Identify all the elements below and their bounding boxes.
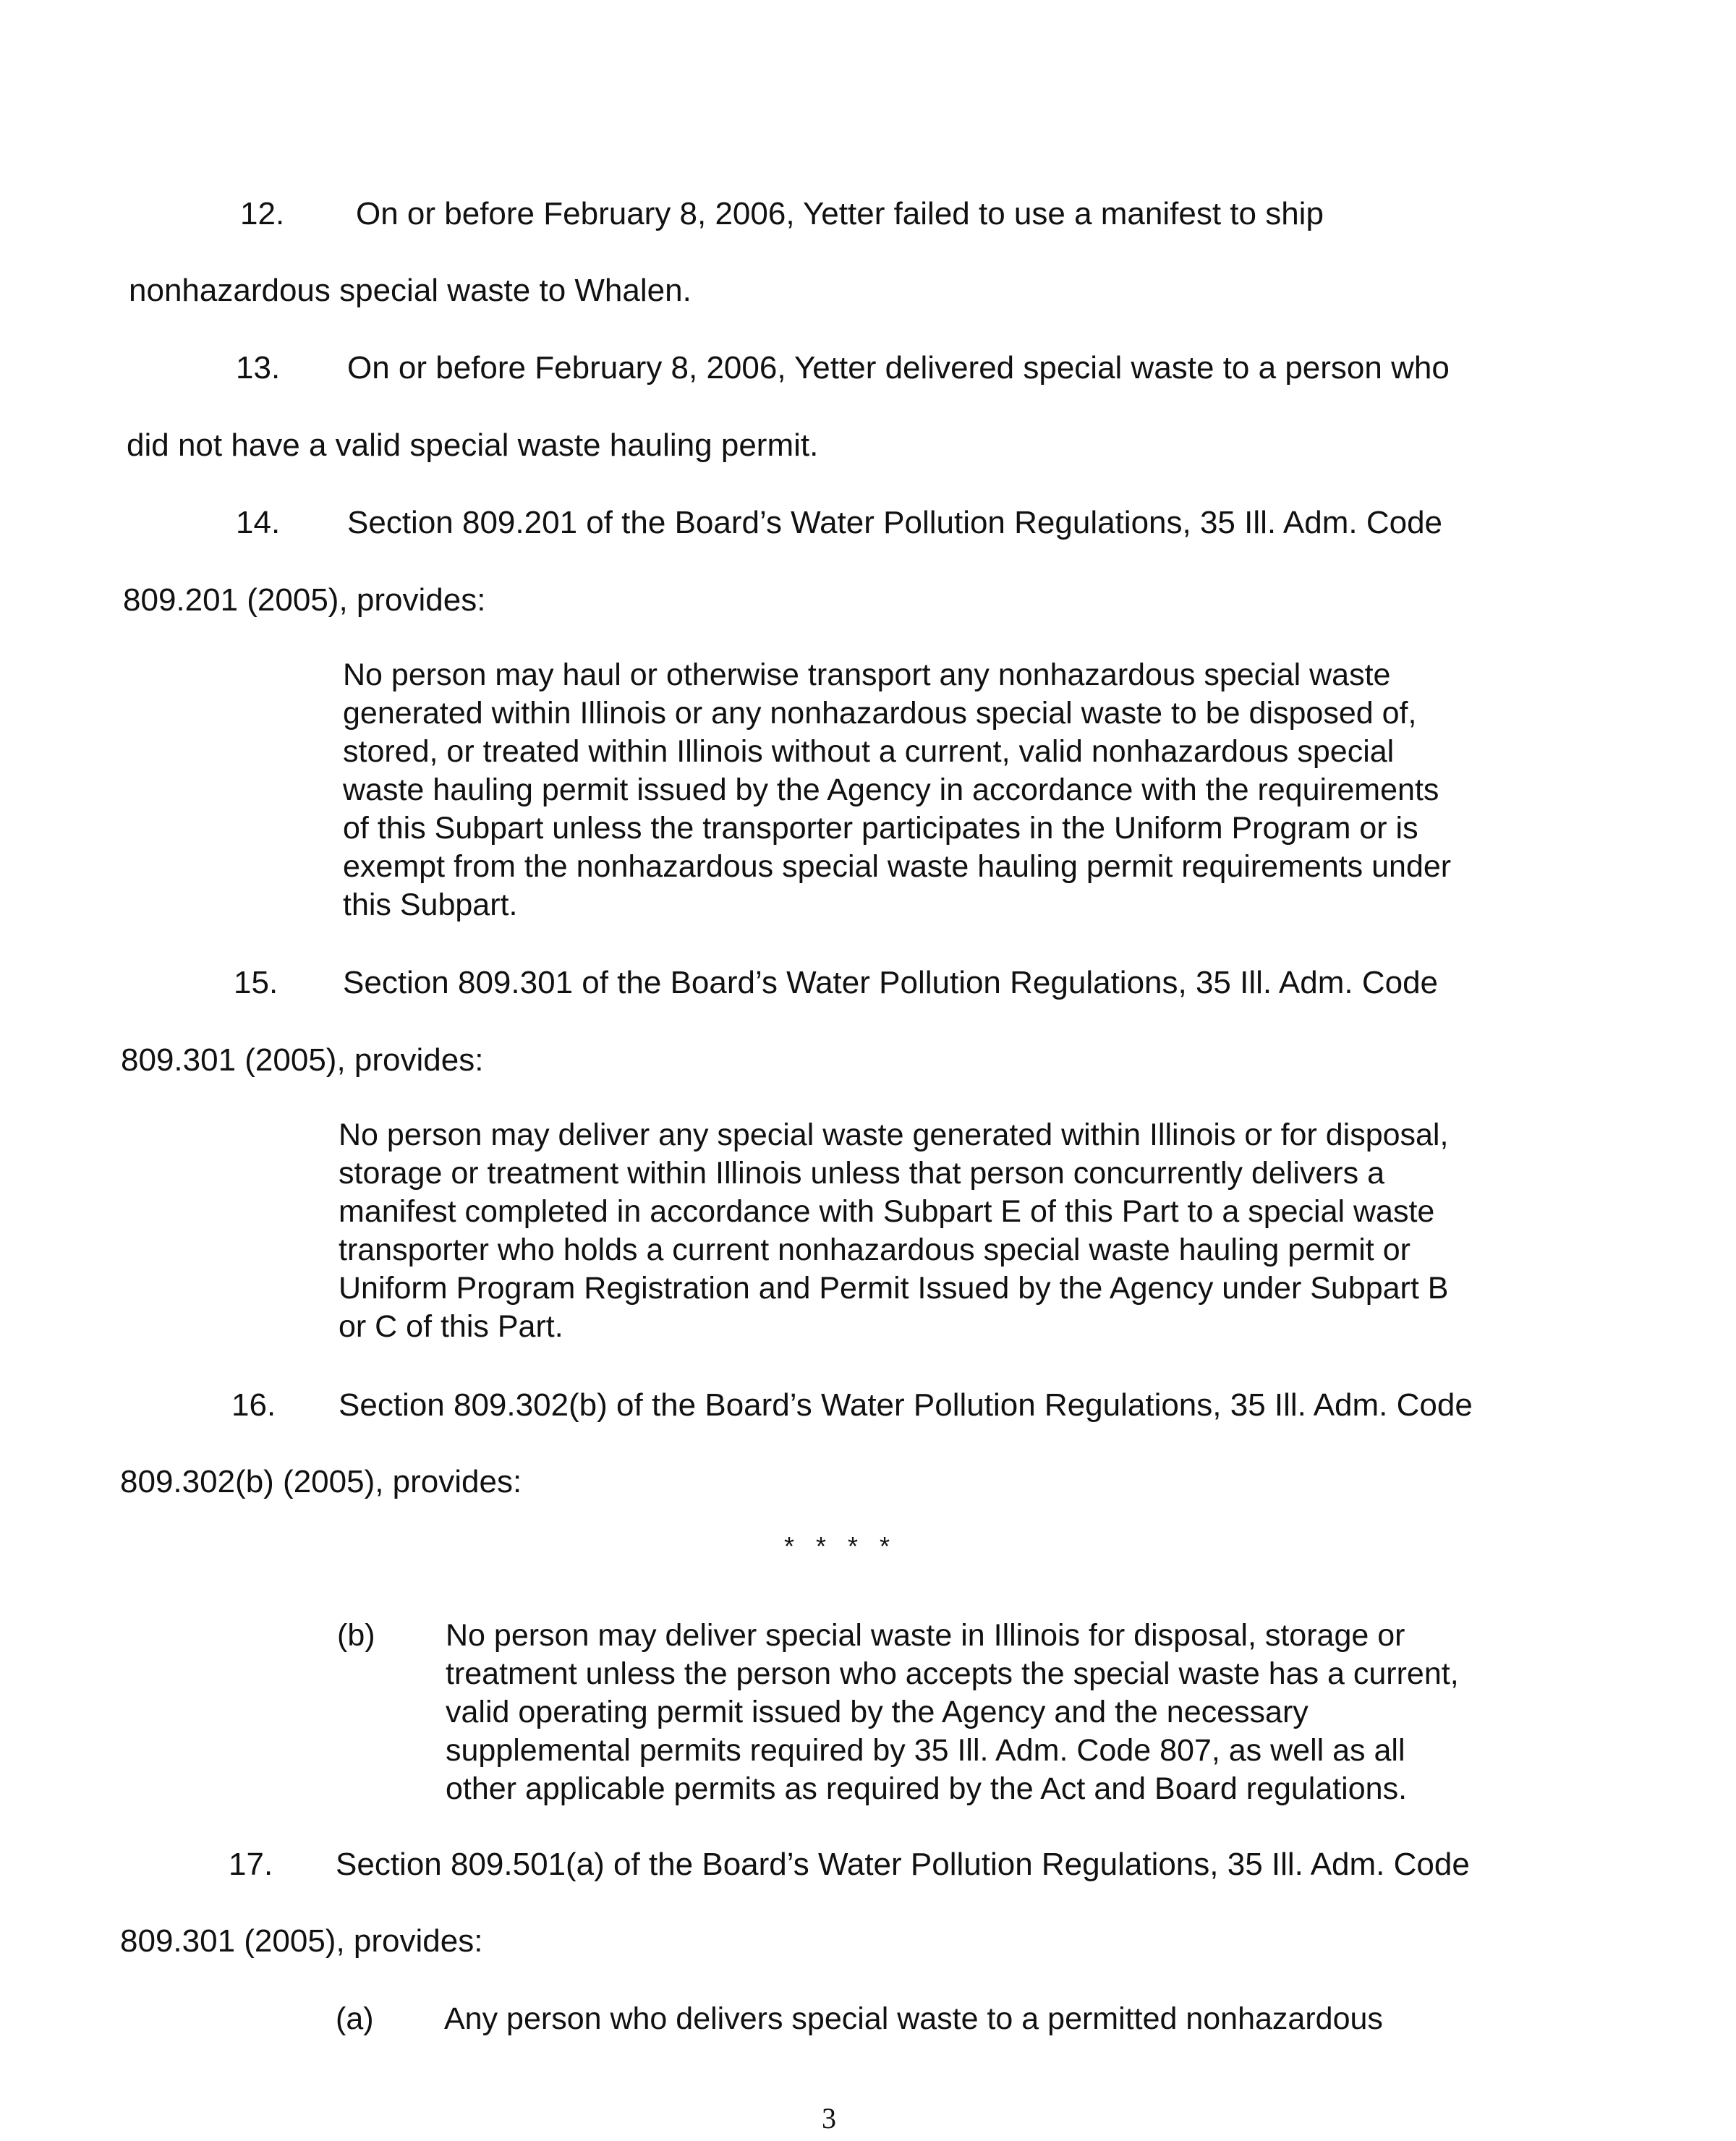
paragraph-number: 12. xyxy=(240,196,285,231)
quote-line: Any person who delivers special waste to a permitted nonhazardous xyxy=(444,2001,1383,2036)
quote-line: supplemental permits required by 35 Ill. Adm. Code 807, as well as all xyxy=(446,1733,1405,1768)
quote-line: generated within Illinois or any nonhazardous special waste to be disposed of, xyxy=(343,696,1417,731)
block-quote xyxy=(339,1116,1448,1346)
quote-line: of this Subpart unless the transporter participates in the Uniform Program or is xyxy=(343,811,1418,846)
paragraph-text: 809.301 (2005), provides: xyxy=(121,1042,484,1078)
quote-line: manifest completed in accordance with Subpart E of this Part to a special waste xyxy=(339,1194,1435,1229)
paragraph-text: Section 809.501(a) of the Board’s Water Pollution Regulations, 35 Ill. Adm. Code xyxy=(336,1847,1470,1882)
paragraph-number: 14. xyxy=(236,505,281,540)
quote-line: No person may haul or otherwise transport any nonhazardous special waste xyxy=(343,657,1391,692)
quote-label: (b) xyxy=(337,1618,375,1653)
quote-line: or C of this Part. xyxy=(339,1309,563,1344)
block-quote xyxy=(444,2000,1383,2038)
quote-line: this Subpart. xyxy=(343,888,518,922)
omission-marker: * * * * xyxy=(784,1531,898,1561)
paragraph-text: 809.201 (2005), provides: xyxy=(123,582,486,618)
paragraph-number: 16. xyxy=(231,1387,276,1423)
paragraph-number: 15. xyxy=(234,965,278,1000)
paragraph-text: On or before February 8, 2006, Yetter failed to use a manifest to ship xyxy=(356,196,1324,231)
paragraph-text: nonhazardous special waste to Whalen. xyxy=(129,273,692,308)
quote-line: treatment unless the person who accepts the special waste has a current, xyxy=(446,1656,1459,1691)
block-quote xyxy=(446,1617,1459,1808)
paragraph-text: Section 809.302(b) of the Board’s Water Pollution Regulations, 35 Ill. Adm. Code xyxy=(339,1387,1473,1423)
quote-line: storage or treatment within Illinois unless that person concurrently delivers a xyxy=(339,1156,1384,1191)
quote-line: transporter who holds a current nonhazardous special waste hauling permit or xyxy=(339,1233,1410,1267)
paragraph-text: Section 809.201 of the Board’s Water Pollution Regulations, 35 Ill. Adm. Code xyxy=(347,505,1443,540)
quote-line: Uniform Program Registration and Permit Issued by the Agency under Subpart B xyxy=(339,1271,1449,1306)
paragraph-text: On or before February 8, 2006, Yetter delivered special waste to a person who xyxy=(347,350,1450,386)
quote-line: No person may deliver any special waste generated within Illinois or for disposal, xyxy=(339,1118,1449,1152)
paragraph-number: 13. xyxy=(236,350,281,386)
quote-line: No person may deliver special waste in Illinois for disposal, storage or xyxy=(446,1618,1405,1653)
quote-line: waste hauling permit issued by the Agency in accordance with the requirements xyxy=(343,772,1439,807)
paragraph-number: 17. xyxy=(229,1847,273,1882)
paragraph-text: 809.302(b) (2005), provides: xyxy=(120,1464,522,1499)
quote-line: other applicable permits as required by the Act and Board regulations. xyxy=(446,1771,1408,1806)
block-quote xyxy=(343,656,1451,924)
quote-label: (a) xyxy=(336,2001,374,2036)
page-number: 3 xyxy=(822,2102,836,2134)
paragraph-text: Section 809.301 of the Board’s Water Pollution Regulations, 35 Ill. Adm. Code xyxy=(343,965,1439,1000)
paragraph-text: did not have a valid special waste hauling permit. xyxy=(127,427,819,463)
paragraph-text: 809.301 (2005), provides: xyxy=(120,1923,483,1959)
quote-line: stored, or treated within Illinois without a current, valid nonhazardous special xyxy=(343,734,1395,769)
quote-line: valid operating permit issued by the Agency and the necessary xyxy=(446,1695,1309,1729)
quote-line: exempt from the nonhazardous special waste hauling permit requirements under xyxy=(343,849,1452,884)
